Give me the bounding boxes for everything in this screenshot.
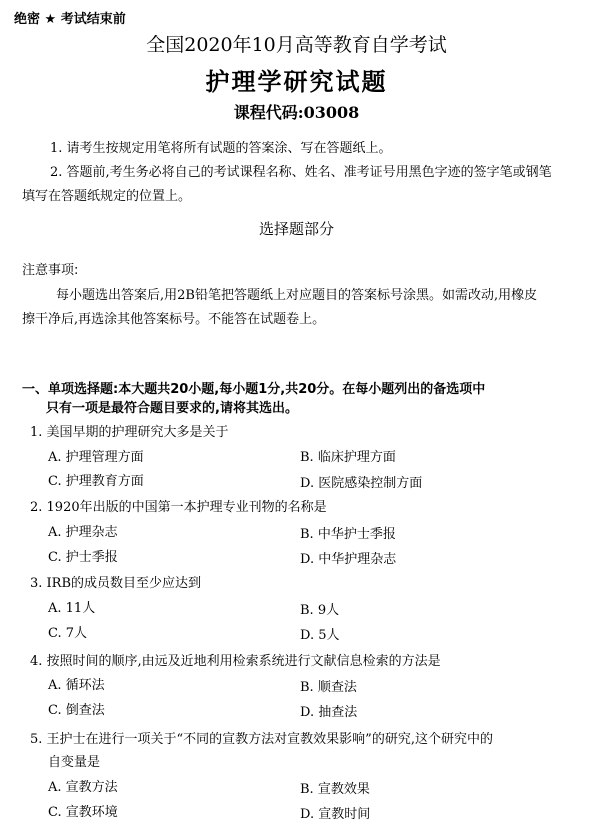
question-5-option-d: D. 宣教时间 bbox=[300, 807, 371, 822]
question-5-option-c: C. 宣教环境 bbox=[48, 805, 118, 820]
section1-line2: 只有一项是最符合题目要求的,请将其选出。 bbox=[46, 401, 298, 416]
question-2-option-a: A. 护理杂志 bbox=[48, 525, 118, 540]
question-1-stem: 1. 美国早期的护理研究大多是关于 bbox=[30, 425, 229, 440]
question-4-option-a: A. 循环法 bbox=[48, 678, 105, 693]
notes-line-2: 擦干净后,再选涂其他答案标号。不能答在试题卷上。 bbox=[22, 312, 326, 327]
question-3-option-c: C. 7人 bbox=[48, 626, 88, 641]
section-heading: 选择题部分 bbox=[258, 220, 334, 238]
question-5-stem: 5. 王护士在进行一项关于“不同的宣教方法对宣教效果影响”的研究,这个研究中的 bbox=[30, 732, 493, 747]
course-code: 课程代码:03008 bbox=[233, 103, 360, 122]
question-3-option-d: D. 5人 bbox=[300, 628, 340, 643]
question-4-option-b: B. 顺查法 bbox=[300, 680, 357, 695]
question-3-option-b: B. 9人 bbox=[300, 603, 340, 618]
question-3-stem: 3. IRB的成员数目至少应达到 bbox=[30, 576, 202, 591]
question-5-option-b: B. 宣教效果 bbox=[300, 782, 370, 797]
question-2-option-d: D. 中华护理杂志 bbox=[300, 552, 397, 567]
question-4-option-d: D. 抽查法 bbox=[300, 705, 358, 720]
question-4-stem: 4. 按照时间的顺序,由远及近地利用检索系统进行文献信息检索的方法是 bbox=[30, 654, 441, 669]
notes-line-1: 每小题选出答案后,用2B铅笔把答题纸上对应题目的答案标号涂黑。如需改动,用橡皮 bbox=[56, 288, 538, 303]
question-1-option-a: A. 护理管理方面 bbox=[48, 450, 144, 465]
instruction-1: 1. 请考生按规定用笔将所有试题的答案涂、写在答题纸上。 bbox=[50, 141, 392, 156]
question-2-stem: 2. 1920年出版的中国第一本护理专业刊物的名称是 bbox=[30, 500, 327, 515]
subject-title: 护理学研究试题 bbox=[205, 67, 388, 96]
question-4-option-c: C. 倒查法 bbox=[48, 703, 105, 718]
section1-line1: 一、单项选择题:本大题共20小题,每小题1分,共20分。在每小题列出的备选项中 bbox=[22, 382, 486, 397]
question-1-option-c: C. 护理教育方面 bbox=[48, 474, 144, 489]
question-2-option-c: C. 护士季报 bbox=[48, 550, 118, 565]
notes-label: 注意事项: bbox=[22, 263, 79, 278]
question-3-option-a: A. 11人 bbox=[48, 601, 96, 616]
question-5-option-a: A. 宣教方法 bbox=[48, 780, 118, 795]
confidential-mark: 绝密 ★ 考试结束前 bbox=[14, 12, 126, 27]
question-5-stem-continued: 自变量是 bbox=[48, 755, 101, 770]
instruction-2: 2. 答题前,考生务必将自己的考试课程名称、姓名、准考证号用黑色字迹的签字笔或钢笔 bbox=[50, 165, 552, 180]
question-2-option-b: B. 中华护士季报 bbox=[300, 527, 396, 542]
question-1-option-b: B. 临床护理方面 bbox=[300, 450, 396, 465]
question-1-option-d: D. 医院感染控制方面 bbox=[300, 476, 423, 491]
exam-title: 全国2020年10月高等教育自学考试 bbox=[146, 34, 447, 56]
instruction-2-continued: 填写在答题纸规定的位置上。 bbox=[22, 189, 192, 204]
